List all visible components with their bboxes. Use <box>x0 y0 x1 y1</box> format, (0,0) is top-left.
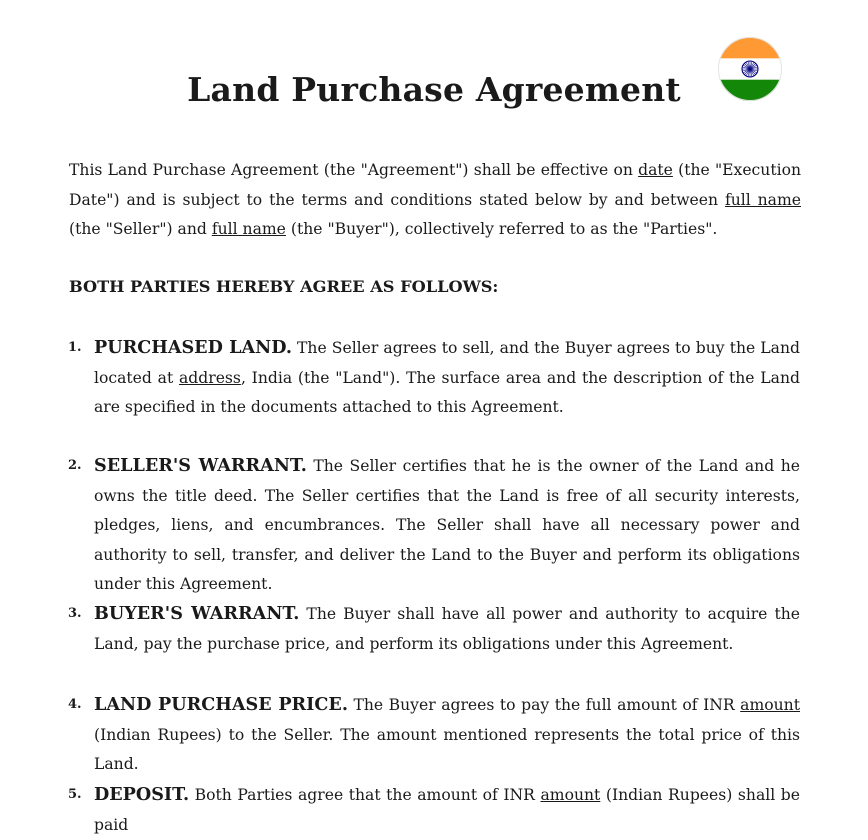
clause-number: 4. <box>68 697 82 712</box>
clause-text: (Indian Rupees) shall be paid <box>94 786 800 834</box>
intro-text: This Land Purchase Agreement (the "Agreement") shall be effective on <box>69 161 639 179</box>
purchase-amount-field[interactable]: amount <box>740 696 800 714</box>
clause-text: Both Parties agree that the amount of INR <box>189 786 541 804</box>
clause-buyers-warrant <box>68 599 801 659</box>
buyer-name-field[interactable]: full name <box>211 220 286 238</box>
intro-text: (the "Execution Date") and is subject to the terms and conditions stated below by and between <box>69 161 802 209</box>
execution-date-field[interactable]: date <box>638 161 673 179</box>
clause-deposit <box>68 780 800 840</box>
clause-text: (Indian Rupees) to the Seller. The amount mentioned represents the total price of this Land. <box>94 725 800 773</box>
clause-number: 5. <box>68 787 82 802</box>
clause-text: The Buyer agrees to pay the full amount of INR <box>347 696 741 714</box>
deposit-amount-field[interactable]: amount <box>540 786 601 804</box>
clause-text: The Seller certifies that he is the owner of the Land and he owns the title deed. The Seller certifies that the Land is free of all security interests, pledges, liens, and encumbrances. The Seller shall have all necessary power and authority to sell, transfer, and deliver the Land to the Buyer and perform its obligations under this Agreement. <box>94 457 800 593</box>
clause-land-purchase-price <box>68 690 800 780</box>
clause-sellers-warrant <box>68 451 800 600</box>
intro-text: (the "Buyer"), collectively referred to as the "Parties". <box>285 220 718 238</box>
clause-title: PURCHASED LAND. <box>94 337 292 358</box>
address-field[interactable]: address <box>178 368 241 387</box>
clause-text: The Seller agrees to sell, and the Buyer agrees to buy the Land located at <box>94 339 800 387</box>
clause-number: 2. <box>68 458 82 473</box>
clause-purchased-land <box>68 333 800 423</box>
clause-number: 3. <box>68 606 82 621</box>
intro-paragraph <box>69 156 801 245</box>
intro-text: (the "Seller") and <box>69 220 212 238</box>
clause-text: The Buyer shall have all power and authority to acquire the Land, pay the purchase price, and perform its obligations under this Agreement. <box>94 605 801 653</box>
clause-title: BUYER'S WARRANT. <box>94 603 300 624</box>
clause-number: 1. <box>68 340 82 355</box>
clause-title: SELLER'S WARRANT. <box>94 455 307 476</box>
agree-heading: BOTH PARTIES HEREBY AGREE AS FOLLOWS: <box>69 277 499 296</box>
clause-text: , India (the "Land"). The surface area and the description of the Land are specified in the documents attached to this Agreement. <box>94 368 800 416</box>
seller-name-field[interactable]: full name <box>724 190 801 209</box>
document-title: Land Purchase Agreement <box>187 70 681 109</box>
clause-title: LAND PURCHASE PRICE. <box>94 694 348 715</box>
clause-title: DEPOSIT. <box>94 784 190 805</box>
india-flag-icon <box>718 37 782 101</box>
